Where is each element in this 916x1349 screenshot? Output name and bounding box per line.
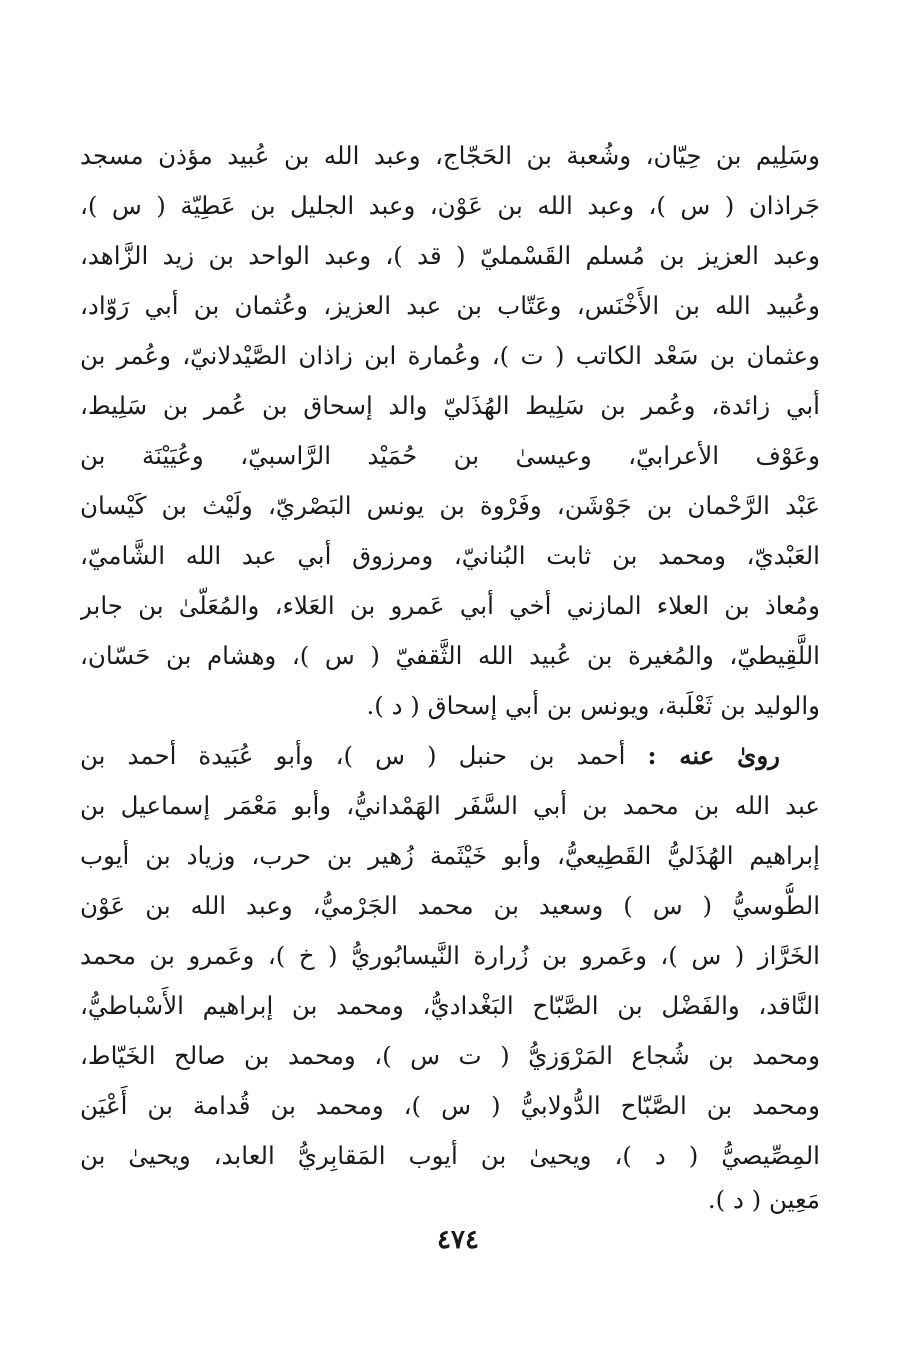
text-line: جَراذان ( س )، وعبد الله بن عَوْن، وعبد الجليل بن عَطِيّة ( س )، bbox=[80, 191, 820, 220]
text-line: عَبْد الرَّحْمان بن جَوْشَن، وفَرْوة بن يونس البَصْريّ، ولَيْث بن كَيْسان bbox=[80, 491, 820, 520]
text-line-content: أحمد بن حنبل ( س )، وأبو عُبَيدة أحمد بن bbox=[80, 741, 648, 770]
text-line: إبراهيم الهُذَليُّ القَطِيعيُّ، وأبو خَيْثَمة زُهير بن حرب، وزياد بن أيوب bbox=[80, 841, 820, 870]
text-line: وعُبيد الله بن الأَخْنَس، وعَتّاب بن عبد العزيز، وعُثمان بن أبي رَوّاد، bbox=[80, 291, 820, 320]
text-line: النَّاقد، والفَضْل بن الصَّبّاح البَغْداديُّ، ومحمد بن إبراهيم الأَسْباطيُّ، bbox=[80, 991, 820, 1020]
section-label: روىٰ عنه : bbox=[647, 741, 780, 770]
text-line: وسَلِيم بن حِيّان، وشُعبة بن الحَجّاج، وعبد الله بن عُبيد مؤذن مسجد bbox=[80, 141, 820, 170]
text-line: الخَرَّاز ( س )، وعَمرو بن زُرارة النَّيسابُوريُّ ( خ )، وعَمرو بن محمد bbox=[80, 941, 820, 970]
text-line: ومحمد بن الصَّبّاح الدُّولابيُّ ( س )، ومحمد بن قُدامة بن أَعْيَن bbox=[80, 1091, 820, 1120]
text-line: العَبْديّ، ومحمد بن ثابت البُنانيّ، ومرزوق أبي عبد الله الشَّاميّ، bbox=[80, 541, 820, 570]
text-line: ومحمد بن شُجاع المَرْوَزيُّ ( ت س )، ومحمد بن صالح الخَيّاط، bbox=[80, 1041, 820, 1070]
text-line: والوليد بن ثَعْلَبة، ويونس بن أبي إسحاق ( د ). bbox=[366, 691, 820, 720]
text-line: وعبد العزيز بن مُسلم القَسْمليّ ( قد )، وعبد الواحد بن زيد الزَّاهد، bbox=[80, 241, 820, 270]
text-line: المِصِّيصيُّ ( د )، ويحيىٰ بن أيوب المَقابِريُّ العابد، ويحيىٰ بن bbox=[80, 1141, 820, 1170]
text-line: وعَوْف الأعرابيّ، وعيسىٰ بن حُمَيْد الرَّاسبيّ، وعُيَيْنَة بن bbox=[80, 441, 820, 470]
text-line: ومُعاذ بن العلاء المازني أخي أبي عَمرو بن العَلاء، والمُعَلّىٰ بن جابر bbox=[80, 591, 820, 620]
text-line: عبد الله بن محمد بن أبي السَّفَر الهَمْدانيُّ، وأبو مَعْمَر إسماعيل بن bbox=[80, 791, 820, 820]
text-line: أبي زائدة، وعُمر بن سَلِيط الهُذَليّ والد إسحاق بن عُمر بن سَلِيط، bbox=[80, 391, 820, 420]
text-line: اللَّقِيطيّ، والمُغيرة بن عُبيد الله الثَّقفيّ ( س )، وهشام بن حَسّان، bbox=[80, 641, 820, 670]
text-line: مَعِين ( د ). bbox=[707, 1185, 820, 1214]
text-line: وعثمان بن سَعْد الكاتب ( ت )، وعُمارة ابن زاذان الصَّيْدلانيّ، وعُمر بن bbox=[80, 341, 820, 370]
text-line-first bbox=[80, 733, 780, 779]
text-line: الطُّوسيُّ ( س ) وسعيد بن محمد الجَرْميُّ، وعبد الله بن عَوْن bbox=[80, 891, 820, 920]
page-number: ٤٧٤ bbox=[437, 1225, 479, 1255]
